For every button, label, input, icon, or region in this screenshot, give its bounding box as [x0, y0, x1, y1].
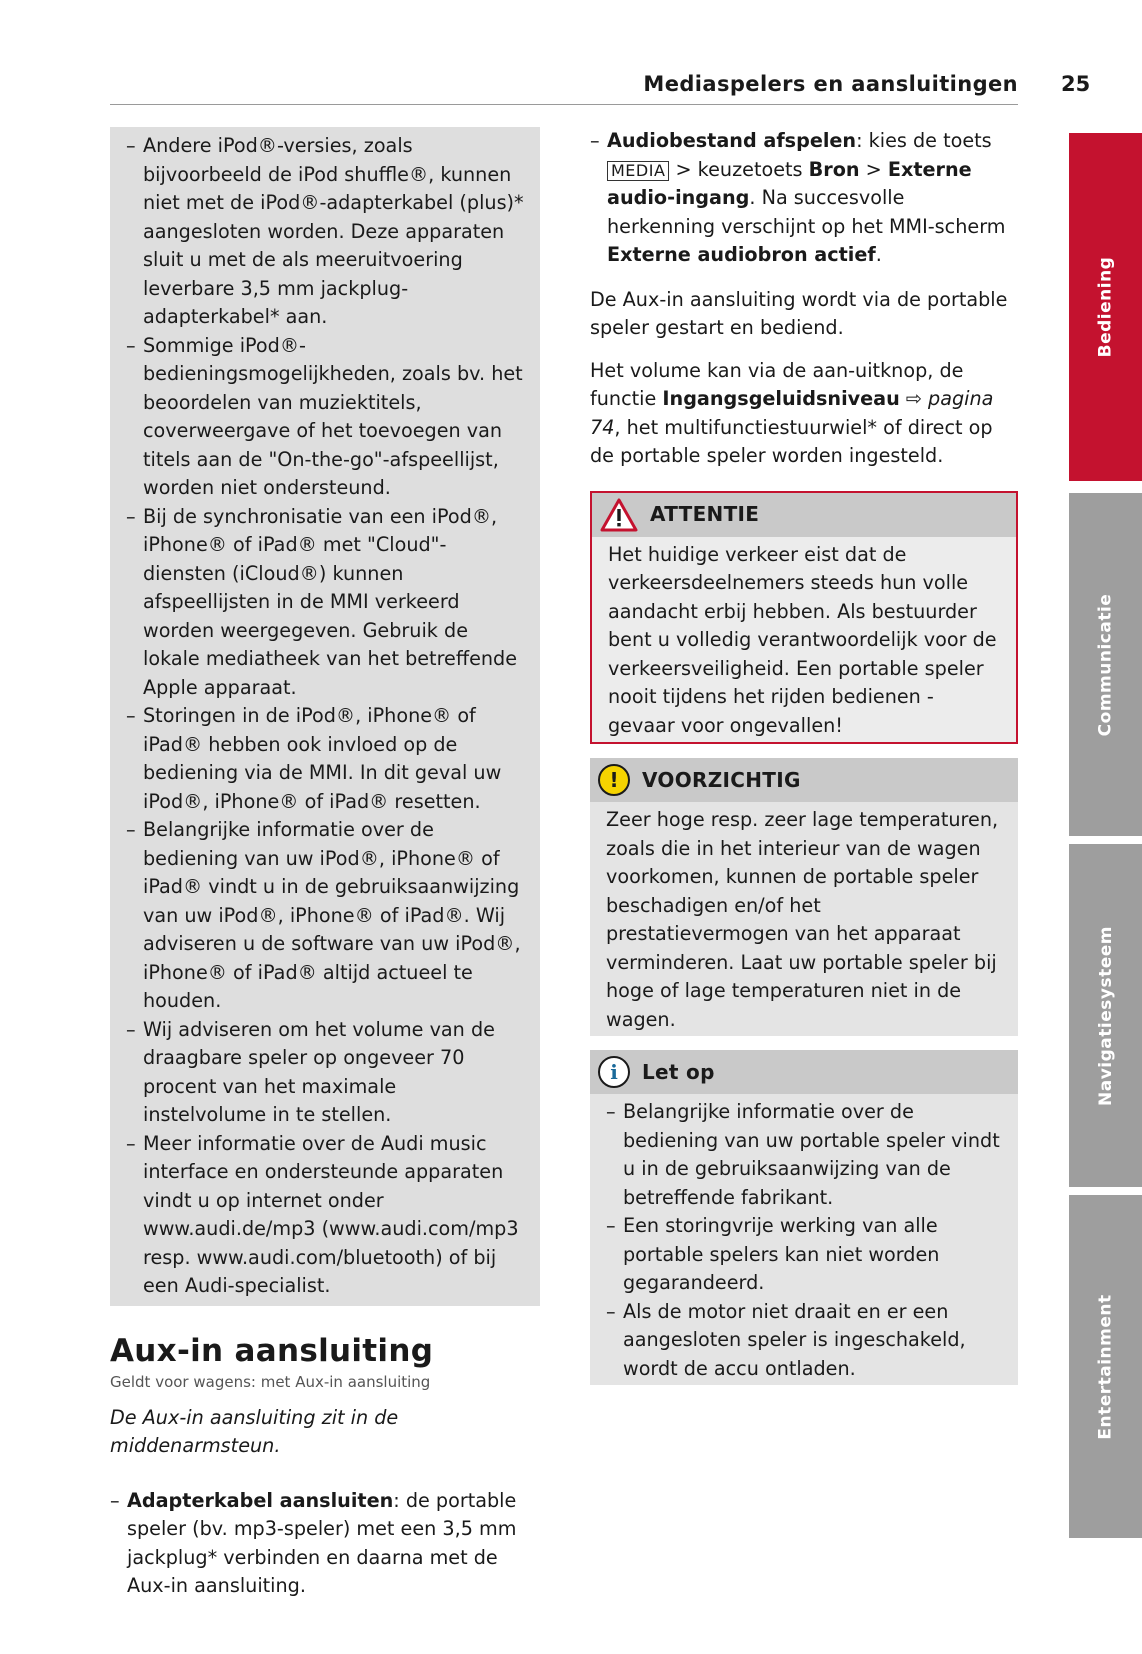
external-input-label: Externe audio-ingang	[607, 157, 972, 209]
step-connect-label: Adapterkabel aansluiten	[127, 1488, 394, 1512]
list-item: – Wij adviseren om het volume van de draagbare speler op ongeveer 70 procent van het maximale instelvolume in te stellen.	[126, 1016, 524, 1130]
applies-to-line: Geldt voor wagens: met Aux-in aansluiting	[110, 1372, 431, 1391]
list-item: – Bij de synchronisatie van een iPod®, iPhone® of iPad® met "Cloud"-diensten (iCloud®) kunnen afspeellijsten in de MMI verkeerd worden weergegeven. Gebruik de lokale mediatheek van het betreffende Apple apparaat.	[126, 503, 524, 703]
right-column	[590, 127, 1018, 1385]
paragraph-aux-control: De Aux-in aansluiting wordt via de portable speler gestart en bediend.	[590, 287, 1008, 339]
note-header	[590, 1050, 1018, 1094]
attention-header	[592, 493, 1016, 537]
left-column	[110, 127, 540, 1601]
source-key-label: Bron	[808, 157, 860, 181]
tab-entertainment[interactable]	[1069, 1195, 1142, 1538]
page-header-title: Mediaspelers en aansluitingen	[643, 72, 1018, 96]
step-play-text: : kies de toets	[856, 129, 992, 152]
section-title: Aux-in aansluiting	[110, 1332, 434, 1369]
caution-box	[590, 758, 1018, 1036]
ipod-notes-box	[110, 127, 540, 1306]
note-box	[590, 1050, 1018, 1385]
step-play-text: . Na succesvolle herkenning verschijnt op het MMI-scherm	[607, 186, 1006, 238]
tab-communicatie[interactable]	[1069, 493, 1142, 836]
step-play-text: >	[859, 157, 888, 181]
note-label: Let op	[642, 1059, 715, 1084]
attention-label: ATTENTIE	[650, 502, 760, 527]
list-item: – Andere iPod®-versies, zoals bijvoorbeeld de iPod shuffle®, kunnen niet met de iPod®-adapterkabel (plus)* aangesloten worden. Deze apparaten sluit u met de als meeruitvoering leverbare 3,5 mm jackplug-adapterkabel* aan.	[126, 132, 524, 332]
note-list	[606, 1098, 1002, 1383]
list-item: – Storingen in de iPod®, iPhone® of iPad® hebben ook invloed op de bediening via de MMI. In dit geval uw iPod®, iPhone® of iPad® resetten.	[126, 702, 524, 816]
tab-label: Bediening	[1095, 256, 1116, 358]
step-play-text: .	[875, 243, 882, 266]
header-divider	[110, 104, 1018, 105]
page-number: 25	[1061, 72, 1091, 96]
list-item: – Een storingvrije werking van alle portable spelers kan niet worden gegarandeerd.	[606, 1212, 1002, 1298]
list-item: – Belangrijke informatie over de bediening van uw iPod®, iPhone® of iPad® vindt u in de gebruiksaanwijzing van uw iPod®, iPhone® of iPad®. Wij adviseren u de software van uw iPod®, iPhone® of iPad® altijd actueel te houden.	[126, 816, 524, 1016]
tab-label: Navigatiesysteem	[1095, 925, 1116, 1106]
step-connect-cable	[110, 1487, 540, 1601]
tab-bediening[interactable]	[1069, 133, 1142, 481]
note-body	[590, 1094, 1018, 1385]
step-connect-text: : de portable speler (bv. mp3-speler) met een 3,5 mm jackplug* verbinden en daarna met de Aux-in aansluiting.	[127, 1488, 517, 1597]
tab-label: Communicatie	[1095, 593, 1116, 736]
step-play-text: > keuzetoets	[669, 157, 809, 181]
section-intro: De Aux-in aansluiting zit in de middenarmsteun.	[110, 1405, 399, 1457]
input-level-label: Ingangsgeluidsniveau	[662, 387, 900, 410]
attention-text: Het huidige verkeer eist dat de verkeersdeelnemers steeds hun volle aandacht erbij hebben. Als bestuurder bent u volledig verantwoordelijk voor de verkeersveiligheid. Een portable speler nooit tijdens het rijden bedienen - gevaar voor ongevallen!	[592, 537, 1016, 743]
step-play-label: Audiobestand afspelen	[607, 129, 857, 152]
attention-box	[590, 491, 1018, 745]
tab-label: Entertainment	[1095, 1293, 1116, 1440]
volume-text: Het volume kan via de aan-uitknop, de functie	[590, 358, 964, 410]
paragraph-volume	[590, 357, 1018, 471]
page-reference-link[interactable]: ⇨ pagina 74	[590, 387, 994, 439]
ipod-notes-list	[126, 132, 524, 1301]
caution-label: VOORZICHTIG	[642, 767, 801, 792]
external-source-active-label: Externe audiobron actief	[607, 243, 876, 266]
list-item: – Als de motor niet draait en er een aangesloten speler is ingeschakeld, wordt de accu ontladen.	[606, 1298, 1002, 1384]
volume-text: , het multifunctiestuurwiel* of direct op de portable speler worden ingesteld.	[590, 415, 993, 467]
tab-navigatiesysteem[interactable]	[1069, 844, 1142, 1187]
caution-header	[590, 758, 1018, 802]
list-item: – Sommige iPod®-bedieningsmogelijkheden, zoals bv. het beoordelen van muziektitels, coverweergave of het toevoegen van titels aan de "On-the-go"-afspeellijst, worden niet ondersteund.	[126, 332, 524, 503]
media-key: MEDIA	[607, 161, 669, 181]
info-icon: i	[598, 1056, 630, 1088]
step-play-audio	[590, 127, 1018, 270]
caution-text: Zeer hoge resp. zeer lage temperaturen, zoals die in het interieur van de wagen voorkomen, kunnen de portable speler beschadigen en/of het prestatievermogen van het apparaat verminderen. Laat uw portable speler bij hoge of lage temperaturen niet in de wagen.	[590, 802, 1018, 1036]
exclamation-icon: !	[598, 764, 630, 796]
warning-triangle-icon	[600, 498, 638, 532]
list-item: – Belangrijke informatie over de bediening van uw portable speler vindt u in de gebruiksaanwijzing van de betreffende fabrikant.	[606, 1098, 1002, 1212]
list-item: – Meer informatie over de Audi music interface en ondersteunde apparaten vindt u op internet onder www.audi.de/mp3 (www.audi.com/mp3 resp. www.audi.com/bluetooth) of bij een Audi-specialist.	[126, 1130, 524, 1301]
